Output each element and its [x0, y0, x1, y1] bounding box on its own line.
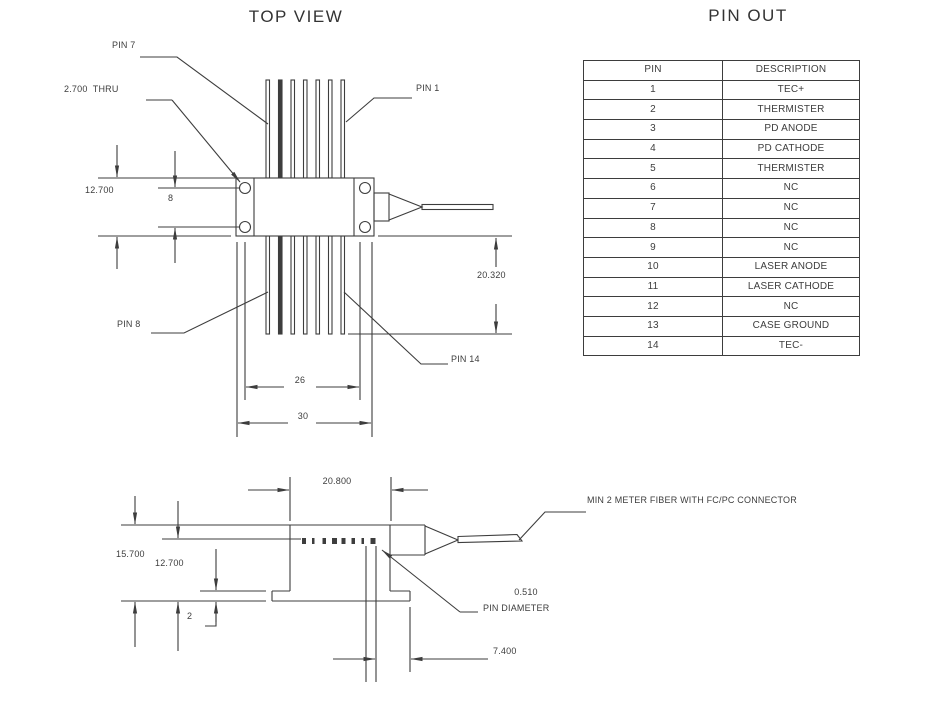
dim-15700: 15.700	[116, 549, 145, 559]
pinout-row	[584, 277, 860, 297]
pin-diameter-value: 0.510	[514, 587, 538, 597]
pinout-header-row	[584, 61, 860, 81]
pin-cell: 7	[584, 198, 723, 218]
description-column-header: DESCRIPTION	[723, 61, 860, 81]
description-cell: TEC-	[723, 336, 860, 356]
dim-7400: 7.400	[493, 646, 517, 656]
pin8-label: PIN 8	[117, 319, 141, 329]
pinout-row	[584, 198, 860, 218]
description-cell: NC	[723, 218, 860, 238]
description-cell: CASE GROUND	[723, 316, 860, 336]
pinout-row	[584, 297, 860, 317]
description-cell: PD ANODE	[723, 120, 860, 140]
description-cell: PD CATHODE	[723, 139, 860, 159]
description-cell: TEC+	[723, 80, 860, 100]
pin1-label: PIN 1	[416, 83, 440, 93]
pinout-row	[584, 257, 860, 277]
pinout-row	[584, 218, 860, 238]
pin7-label: PIN 7	[112, 40, 136, 50]
pin-diameter-label: PIN DIAMETER	[483, 603, 550, 613]
dim-12700-top-view: 12.700	[85, 185, 114, 195]
pinout-row	[584, 238, 860, 258]
description-cell: LASER CATHODE	[723, 277, 860, 297]
pinout-row	[584, 336, 860, 356]
side-view-pin-dimension	[333, 546, 488, 682]
description-cell: NC	[723, 297, 860, 317]
pin-cell: 10	[584, 257, 723, 277]
top-view-pins-upper	[266, 80, 345, 178]
pinout-row	[584, 316, 860, 336]
description-cell: THERMISTER	[723, 159, 860, 179]
pin-cell: 14	[584, 336, 723, 356]
side-view-leaders	[382, 512, 586, 612]
top-view-fiber-ferrule	[374, 193, 493, 221]
description-cell: NC	[723, 198, 860, 218]
pin-out-title: PIN OUT	[708, 6, 788, 25]
thru-hole-label: 2.700 THRU	[64, 84, 119, 94]
top-view-title: TOP VIEW	[248, 7, 344, 26]
top-view-package-body	[236, 178, 374, 236]
description-cell: THERMISTER	[723, 100, 860, 120]
pinout-row	[584, 80, 860, 100]
pin-cell: 13	[584, 316, 723, 336]
pin-cell: 6	[584, 179, 723, 199]
pinout-row	[584, 179, 860, 199]
pin-cell: 3	[584, 120, 723, 140]
side-view-left-dimensions	[121, 496, 266, 651]
side-view-pin-ends	[302, 538, 376, 544]
pin-cell: 2	[584, 100, 723, 120]
description-cell: LASER ANODE	[723, 257, 860, 277]
top-view-pins-lower	[266, 236, 345, 334]
pinout-row	[584, 159, 860, 179]
pin-cell: 4	[584, 139, 723, 159]
pin-cell: 8	[584, 218, 723, 238]
dim-8-top-view: 8	[168, 193, 174, 203]
dim-20320: 20.320	[477, 270, 506, 280]
pinout-row	[584, 139, 860, 159]
dim-20800: 20.800	[322, 476, 352, 486]
dim-26: 26	[294, 375, 306, 385]
pinout-row	[584, 120, 860, 140]
pin-cell: 12	[584, 297, 723, 317]
pin-cell: 11	[584, 277, 723, 297]
top-view-bottom-dimensions	[237, 242, 372, 437]
dim-2: 2	[187, 611, 193, 621]
pin-column-header: PIN	[584, 61, 723, 81]
top-view-left-dimensions	[98, 145, 239, 269]
pinout-row	[584, 100, 860, 120]
description-cell: NC	[723, 238, 860, 258]
description-cell: NC	[723, 179, 860, 199]
pinout-table	[583, 60, 860, 356]
pin-cell: 9	[584, 238, 723, 258]
dim-12700-side-view: 12.700	[155, 558, 184, 568]
pin-cell: 5	[584, 159, 723, 179]
pin14-label: PIN 14	[451, 354, 480, 364]
dim-30: 30	[297, 411, 309, 421]
fiber-note: MIN 2 METER FIBER WITH FC/PC CONNECTOR	[587, 495, 797, 505]
pin-cell: 1	[584, 80, 723, 100]
